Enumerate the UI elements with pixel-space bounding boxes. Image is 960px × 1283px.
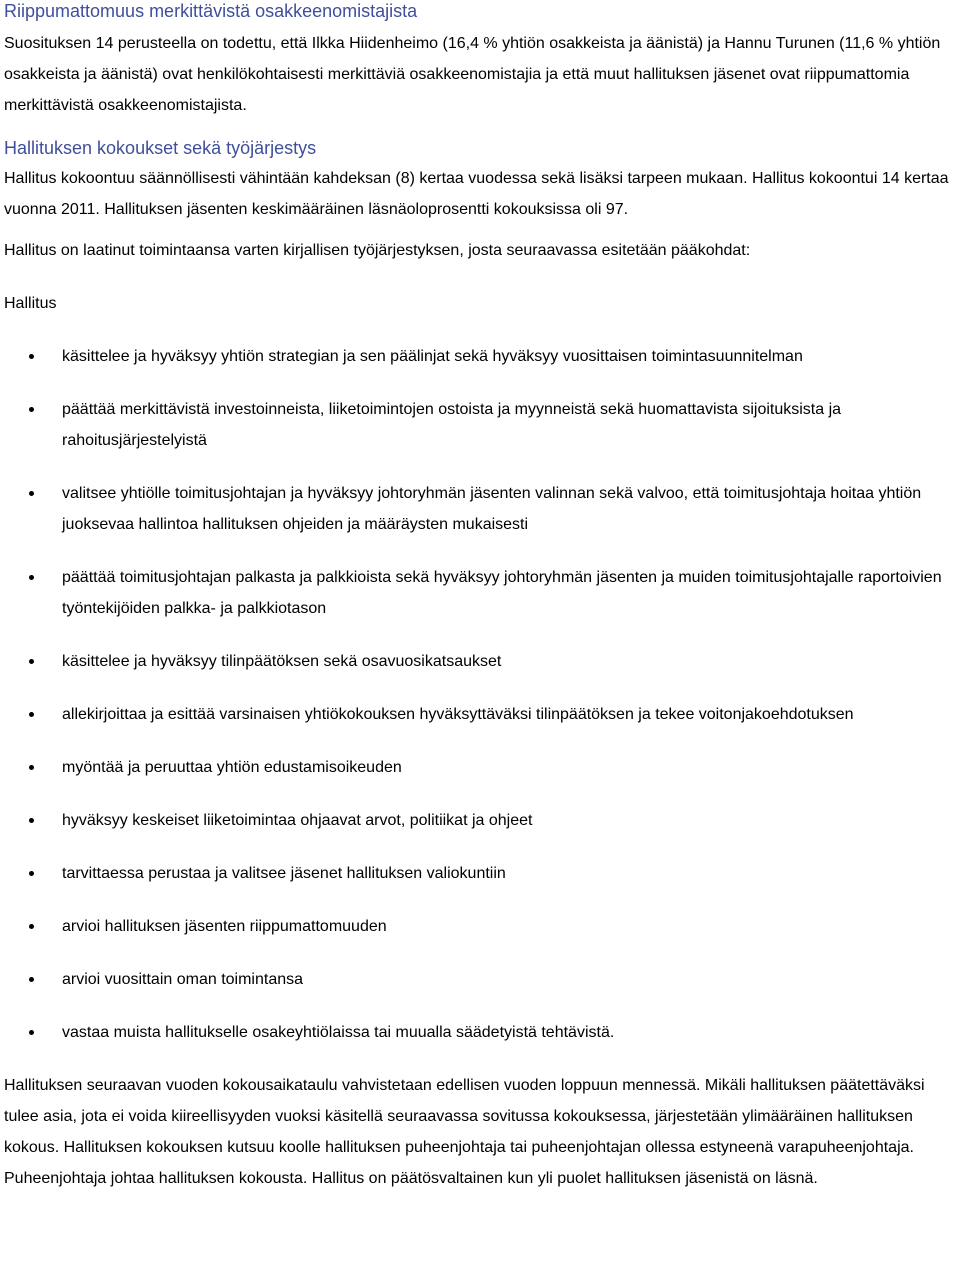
rules-of-procedure-paragraph: Hallitus on laatinut toimintaansa varten kirjallisen työjärjestyksen, josta seuraavassa esitetään pääkohdat:	[4, 242, 751, 259]
board-label: Hallitus	[4, 295, 57, 312]
board-duties-list	[4, 341, 956, 1048]
bullet-icon	[29, 977, 34, 982]
bullet-icon	[29, 765, 34, 770]
list-item	[4, 964, 956, 995]
list-item-text: tarvittaessa perustaa ja valitsee jäsenet hallituksen valiokuntiin	[62, 865, 506, 882]
list-item-text: myöntää ja peruuttaa yhtiön edustamisoikeuden	[62, 759, 402, 776]
meetings-paragraph: Hallitus kokoontuu säännöllisesti vähintään kahdeksan (8) kertaa vuodessa sekä lisäksi tarpeen mukaan. Hallitus kokoontui 14 kertaa vuonna 2011. Hallituksen jäsenten keskimääräinen läsnäoloprosentti kokouksissa oli 97.	[4, 170, 949, 218]
list-item	[4, 805, 956, 836]
list-item	[4, 1017, 956, 1048]
bullet-icon	[29, 354, 34, 359]
list-item-text: päättää merkittävistä investoinneista, liiketoimintojen ostoista ja myynneistä sekä huomattavista sijoituksista ja rahoitusjärjestelyistä	[62, 401, 842, 449]
list-item	[4, 562, 956, 624]
list-item	[4, 752, 956, 783]
list-item	[4, 646, 956, 677]
list-item-text: vastaa muista hallitukselle osakeyhtiölaissa tai muualla säädetyistä tehtävistä.	[62, 1024, 615, 1041]
list-item	[4, 858, 956, 889]
list-item-text: arvioi hallituksen jäsenten riippumattomuuden	[62, 918, 387, 935]
list-item-text: hyväksyy keskeiset liiketoimintaa ohjaavat arvot, politiikat ja ohjeet	[62, 812, 533, 829]
list-item-text: allekirjoittaa ja esittää varsinaisen yhtiökokouksen hyväksyttäväksi tilinpäätöksen ja tekee voitonjakoehdotuksen	[62, 706, 854, 723]
section-heading-independence: Riippumattomuus merkittävistä osakkeenomistajista	[4, 1, 418, 21]
section-heading-meetings: Hallituksen kokoukset sekä työjärjestys	[4, 138, 317, 158]
list-item	[4, 478, 956, 540]
list-item	[4, 394, 956, 456]
list-item	[4, 911, 956, 942]
list-item-text: käsittelee ja hyväksyy tilinpäätöksen sekä osavuosikatsaukset	[62, 653, 502, 670]
bullet-icon	[29, 1030, 34, 1035]
bullet-icon	[29, 575, 34, 580]
list-item	[4, 699, 956, 730]
bullet-icon	[29, 659, 34, 664]
list-item-text: käsittelee ja hyväksyy yhtiön strategian ja sen päälinjat sekä hyväksyy vuosittaisen toimintasuunnitelman	[62, 348, 803, 365]
bullet-icon	[29, 491, 34, 496]
bullet-icon	[29, 871, 34, 876]
independence-paragraph: Suosituksen 14 perusteella on todettu, että Ilkka Hiidenheimo (16,4 % yhtiön osakkeista ja äänistä) ja Hannu Turunen (11,6 % yhtiön osakkeista ja äänistä) ovat henkilökohtaisesti merkittäviä osakkeenomistajia ja että muut hallituksen jäsenet ovat riippumattomia merkittävistä osakkeenomistajista.	[4, 35, 941, 114]
bullet-icon	[29, 924, 34, 929]
list-item-text: päättää toimitusjohtajan palkasta ja palkkioista sekä hyväksyy johtoryhmän jäsenten ja muiden toimitusjohtajalle raportoivien työntekijöiden palkka- ja palkkiotason	[62, 569, 942, 617]
list-item-text: arvioi vuosittain oman toimintansa	[62, 971, 304, 988]
meeting-schedule-paragraph: Hallituksen seuraavan vuoden kokousaikataulu vahvistetaan edellisen vuoden loppuun mennessä. Mikäli hallituksen päätettäväksi tulee asia, jota ei voida kiireellisyyden vuoksi käsitellä seuraavassa sovitussa kokouksessa, järjestetään ylimääräinen hallituksen kokous. Hallituksen kokouksen kutsuu koolle hallituksen puheenjohtaja tai puheenjohtajan ollessa estyneenä varapuheenjohtaja. Puheenjohtaja johtaa hallituksen kokousta. Hallitus on päätösvaltainen kun yli puolet hallituksen jäsenistä on läsnä.	[4, 1077, 925, 1187]
bullet-icon	[29, 712, 34, 717]
bullet-icon	[29, 407, 34, 412]
list-item	[4, 341, 956, 372]
bullet-icon	[29, 818, 34, 823]
list-item-text: valitsee yhtiölle toimitusjohtajan ja hyväksyy johtoryhmän jäsenten valinnan sekä valvoo, että toimitusjohtaja hoitaa yhtiön juoksevaa hallintoa hallituksen ohjeiden ja määräysten mukaisesti	[62, 485, 922, 533]
